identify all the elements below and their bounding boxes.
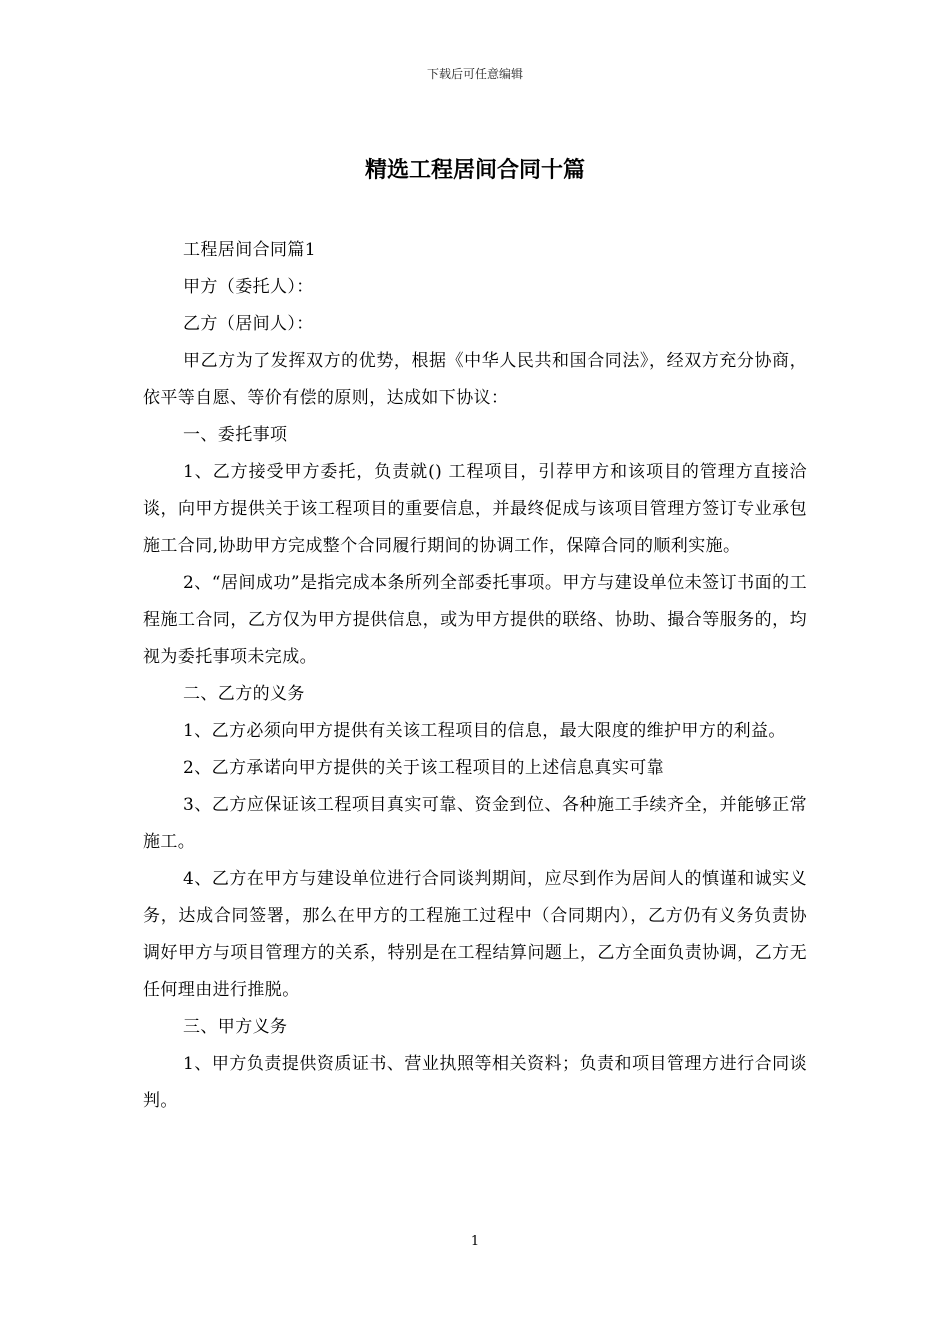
paragraph-clause-heading-1: 一、委托事项 [183,425,288,445]
paragraph-clause-3-1: 1、甲方负责提供资质证书、营业执照等相关资料；负责和项目管理方进行合同谈判。 [143,1054,807,1111]
paragraph-preamble: 甲乙方为了发挥双方的优势，根据《中华人民共和国合同法》，经双方充分协商，依平等自愿、等价有偿的原则，达成如下协议： [143,351,807,408]
paragraph-clause-2-4: 4、乙方在甲方与建设单位进行合同谈判期间，应尽到作为居间人的慎谨和诚实义务，达成合同签署，那么在甲方的工程施工过程中（合同期内），乙方仍有义务负责协调好甲方与项目管理方的关系，特别是在工程结算问题上，乙方全面负责协调，乙方无任何理由进行推脱。 [143,869,807,1000]
header-note: 下载后可任意编辑 [426,67,523,81]
paragraph-clause-heading-3: 三、甲方义务 [183,1017,288,1037]
paragraph-section-heading: 工程居间合同篇1 [183,240,317,260]
paragraph-party-a: 甲方（委托人）： [183,277,314,297]
paragraph-clause-2-3: 3、乙方应保证该工程项目真实可靠、资金到位、各种施工手续齐全，并能够正常施工。 [143,795,807,852]
document-body [143,232,807,1120]
paragraph-clause-2-1: 1、乙方必须向甲方提供有关该工程项目的信息，最大限度的维护甲方的利益。 [183,721,786,741]
paragraph-party-b: 乙方（居间人）： [183,314,314,334]
paragraph-clause-2-2: 2、乙方承诺向甲方提供的关于该工程项目的上述信息真实可靠 [183,758,665,778]
paragraph-clause-1-2: 2、“居间成功”是指完成本条所列全部委托事项。甲方与建设单位未签订书面的工程施工合同，乙方仅为甲方提供信息，或为甲方提供的联络、协助、撮合等服务的，均视为委托事项未完成。 [143,573,807,667]
paragraph-clause-heading-2: 二、乙方的义务 [183,684,305,704]
document-title: 精选工程居间合同十篇 [364,157,585,183]
paragraph-clause-1-1: 1、乙方接受甲方委托，负责就() 工程项目，引荐甲方和该项目的管理方直接洽谈，向甲方提供关于该工程项目的重要信息，并最终促成与该项目管理方签订专业承包施工合同,协助甲方完成整个合同履行期间的协调工作，保障合同的顺利实施。 [143,462,807,556]
page-number: 1 [470,1234,480,1249]
